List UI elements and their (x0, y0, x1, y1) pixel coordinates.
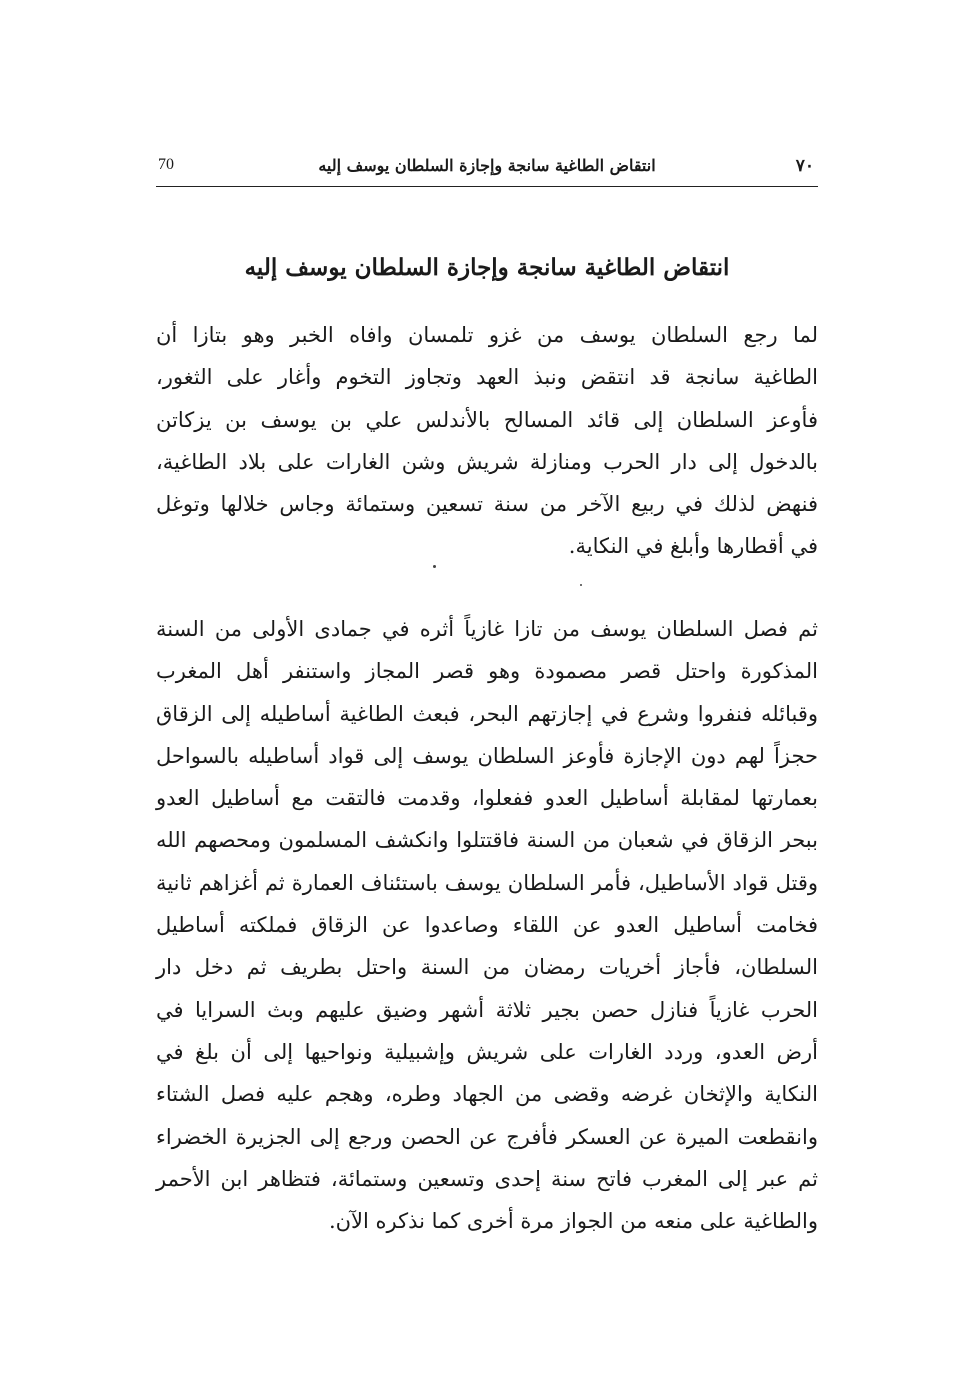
running-header-title: انتقاض الطاغية سانجة وإجازة السلطان يوسف إليه (318, 156, 656, 175)
text-line: فأوعز السلطان إلى قائد المسالح بالأندلس علي بن يوسف بن يزكاتن (156, 407, 818, 432)
page-number-latin: 70 (158, 156, 174, 173)
text-line: وانقطعت الميرة عن العسكر فأفرج عن الحصن ورجع إلى الجزيرة الخضراء (156, 1124, 818, 1149)
paragraph-1 (156, 314, 818, 568)
text-line: وقتل قواد الأساطيل، فأمر السلطان يوسف باستئناف العمارة ثم أغزاهم ثانية (156, 870, 818, 895)
text-line: فخامت أساطيل العدو عن اللقاء وصاعدوا عن الزقاق فملكته أساطيل (156, 913, 818, 938)
scan-speck (433, 565, 436, 568)
text-line: لما رجع السلطان يوسف من غزو تلمسان وافاه الخبر وهو بتازا أن (156, 323, 818, 347)
text-line: ثم عبر إلى المغرب فاتح سنة إحدى وتسعين وستمائة، فتظاهر ابن الأحمر (156, 1166, 818, 1191)
text-line: ثم فصل السلطان يوسف من تازا غازياً أثره في جمادى الأولى من السنة (156, 617, 818, 641)
running-header (156, 150, 818, 187)
text-line: أرض العدو، وردد الغارات على شريش وإشبيلية ونواحيها إلى أن بلغ في (156, 1039, 818, 1064)
text-line: والطاغية على منعه من الجواز مرة أخرى كما نذكره الآن. (328, 1209, 818, 1234)
page-number-arabic: ٧٠ (795, 156, 814, 176)
text-line: الحرب غازياً فنازل حصن بجير ثلاثة أشهر وضيق عليهم وبث السرايا في (156, 997, 818, 1022)
scan-speck (580, 584, 582, 586)
chapter-title: انتقاض الطاغية سانجة وإجازة السلطان يوسف إليه (244, 254, 730, 281)
text-line: المذكورة واحتل قصر مصمودة وهو قصر المجاز واستنفر أهل المغرب (156, 659, 818, 684)
text-line: بالدخول إلى دار الحرب ومنازلة شريش وشن الغارات على بلاد الطاغية، (156, 449, 818, 474)
paragraph-2 (156, 608, 818, 1242)
text-line: النكاية والإثخان غرضه وقضى من الجهاد وطره، وهجم عليه فصل الشتاء (156, 1082, 818, 1107)
text-line: في أقطارها وأبلغ في النكاية. (568, 534, 818, 559)
text-line: الطاغية سانجة قد انتقض ونبذ العهد وتجاوز التخوم وأغار على الثغور، (156, 365, 818, 390)
text-line: فنهض لذلك في ربيع الآخر من سنة تسعين وستمائة وجاس خلالها وتوغل (156, 492, 818, 517)
text-line: ببحر الزقاق في شعبان من السنة فاقتتلوا وانكشف المسلمون ومحصهم الله (156, 828, 818, 853)
text-line: حجزاً لهم دون الإجازة فأوعز السلطان يوسف إلى قواد أساطيله بالسواحل (156, 743, 818, 768)
text-line: بعمارتها لمقابلة أساطيل العدو ففعلوا، وقدمت فالتقت مع أساطيل العدو (156, 786, 818, 811)
text-line: وقبائله فنفروا وشرع في إجازتهم البحر، فبعث الطاغية أساطيله إلى الزقاق (156, 701, 818, 726)
text-line: السلطان، فأجاز أخريات رمضان من السنة واحتل بطريف ثم دخل دار (156, 955, 818, 980)
